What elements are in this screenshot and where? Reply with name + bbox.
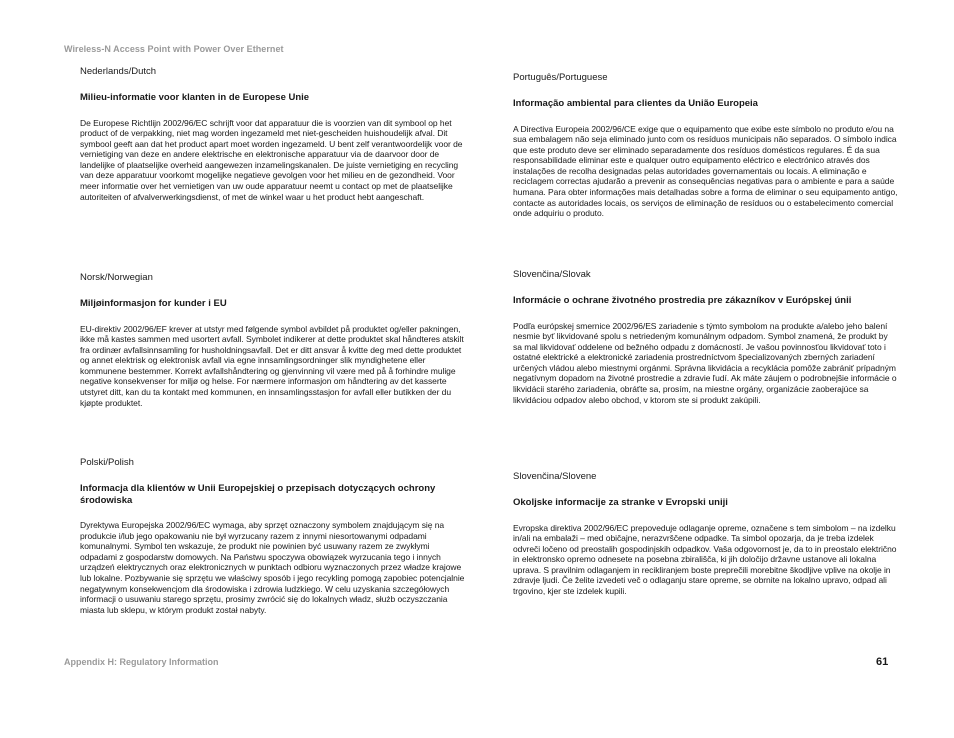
section-body: Dyrektywa Europejska 2002/96/EC wymaga, aby sprzęt oznaczony symbolem znajdującym się na produkcie i/lub jego opakowaniu nie był wyrzucany razem z innymi niesortowanymi odpadami komunalnymi. Symbol ten wskazuje, że produkt nie powinien być usuwany razem ze zwykłymi odpadami z gospodarstw domowych. Na Państwu spoczywa obowiązek wyrzucania tego i innych urządzeń elektrycznych oraz elektronicznych w punktach odbioru wyznaczonych przez władze krajowe lub lokalne. Pozbywanie się sprzętu we właściwy sposób i jego recykling pomogą zapobiec potencjalnie negatywnym konsekwencjom dla środowiska i zdrowia ludzkiego. W celu uzyskania szczegółowych informacji o usuwaniu starego sprzętu, prosimy zwrócić się do lokalnych władz, służb oczyszczania miasta lub sklepu, w którym produkt został nabyty. — [80, 520, 465, 615]
language-label: Norsk/Norwegian — [80, 272, 153, 283]
section-body: De Europese Richtlijn 2002/96/EC schrijft voor dat apparatuur die is voorzien van dit symbool op het product of de verpakking, niet mag worden ingezameld met niet-gescheiden huishoudelijk afval. Dit symbool geeft aan dat het product apart moet worden ingezameld. U bent zelf verantwoordelijk voor de vernietiging van deze en andere elektrische en elektronische apparatuur via de daarvoor door de landelijke of plaatselijke overheid aangewezen inzamelingskanalen. De juiste vernietiging en recycling van deze apparatuur voorkomt mogelijke negatieve gevolgen voor het milieu en de gezondheid. Voor meer informatie over het vernietigen van uw oude apparatuur neemt u contact op met de plaatselijke autoriteiten of afvalverwerkingsdienst, of met de winkel waar u het product hebt aangeschaft. — [80, 117, 463, 202]
language-label: Nederlands/Dutch — [80, 66, 157, 77]
language-label: Polski/Polish — [80, 457, 134, 468]
section-heading: Miljøinformasjon for kunder i EU — [80, 298, 227, 309]
section-heading: Okoljske informacije za stranke v Evropski uniji — [513, 497, 728, 508]
section-body: Evropska direktiva 2002/96/EC prepoveduje odlaganje opreme, označene s tem simbolom – na izdelku in/ali na embalaži – med običajne, nerazvrščene odpadke. Ta simbol opozarja, da je treba izdelek odvreči ločeno od preostalih gospodinjskih odpadkov. Vaša odgovornost je, da to in preostalo električno in elektronsko opremo odnesete na posebna zbirališča, ki jih določijo državne ustanove ali lokalna uprava. S pravilnim odlaganjem in recikliranjem boste preprečili morebitne škodljive vplive na okolje in zdravje ljudi. Če želite izvedeti več o odlaganju stare opreme, se obrnite na lokalno upravo, odpad ali trgovino, kjer ste izdelek kupili. — [513, 522, 897, 597]
section-heading: Milieu-informatie voor klanten in de Europese Unie — [80, 92, 310, 103]
section-heading: Informação ambiental para clientes da União Europeia — [513, 98, 758, 109]
section-slovak — [513, 269, 898, 405]
page-number: 61 — [876, 656, 889, 668]
section-polish — [80, 457, 465, 615]
running-footer: Appendix H: Regulatory Information — [64, 657, 219, 667]
language-label: Slovenčina/Slovene — [513, 471, 597, 482]
language-label: Slovenčina/Slovak — [513, 269, 591, 280]
section-body: A Directiva Europeia 2002/96/CE exige que o equipamento que exibe este símbolo no produto e/ou na sua embalagem não seja eliminado junto com os resíduos municipais não separados. O símbolo indica que este produto deve ser eliminado separadamente dos resíduos domésticos regulares. É da sua responsabilidade eliminar este e qualquer outro equipamento eléctrico e electrónico através dos instalações de recolha designadas pelas autoridades governamentais ou locais. A eliminação e reciclagem correctas ajudarão a prevenir as consequências negativas para o ambiente e para a saúde humana. Para obter informações mais detalhadas sobre a forma de eliminar o seu equipamento antigo, contacte as autoridades locais, os serviços de eliminação de resíduos ou o estabelecimento comercial onde adquiriu o produto. — [513, 123, 898, 219]
section-slovene — [513, 471, 898, 597]
section-dutch — [80, 66, 465, 202]
section-heading: Informácie o ochrane životného prostredia pre zákazníkov v Európskej únii — [513, 295, 852, 306]
section-body: EU-direktiv 2002/96/EF krever at utstyr med følgende symbol avbildet på produktet og/eller pakningen, ikke må kastes sammen med usortert avfall. Symbolet indikerer at dette produktet skal håndteres atskilt fra ordinær avfallsinnsamling for husholdningsavfall. Det er ditt ansvar å kvitte deg med dette produktet og annet elektrisk og elektronisk avfall via egne innsamlingsordninger slik myndighetene eller kommunene bestemmer. Korrekt avfallshåndtering og gjenvinning vil være med på å forhindre mulige negative konsekvenser for miljø og helse. For nærmere informasjon om håndtering av det kasserte utstyret ditt, kan du ta kontakt med kommunen, en innsamlingsstasjon for avfall eller butikken der du kjøpte produktet. — [80, 323, 464, 408]
section-heading: Informacja dla klientów w Unii Europejskiej o przepisach dotyczących ochrony środowiska — [80, 483, 436, 506]
section-norwegian — [80, 272, 465, 408]
running-header: Wireless-N Access Point with Power Over Ethernet — [64, 44, 284, 54]
section-body: Podľa európskej smernice 2002/96/ES zariadenie s týmto symbolom na produkte a/alebo jeho balení nesmie byť likvidované spolu s netriedeným komunálnym odpadom. Symbol znamená, že produkt by sa mal likvidovať oddelene od bežného odpadu z domácností. Je vašou povinnosťou likvidovať toto i ostatné elektrické a elektronické zariadenia prostredníctvom špecializovaných zberných zariadení určených vládou alebo miestnymi orgánmi. Správna likvidácia a recyklácia pomôže zabrániť prípadným negatívnym dopadom na životné prostredie a zdravie ľudí. Ak máte záujem o podrobnejšie informácie o likvidácii starého zariadenia, obráťte sa, prosím, na miestne orgány, organizácie zaoberajúce sa likvidáciou odpadov alebo obchod, v ktorom ste si produkt zakúpili. — [513, 320, 897, 405]
section-portuguese — [513, 72, 898, 219]
language-label: Português/Portuguese — [513, 72, 608, 83]
